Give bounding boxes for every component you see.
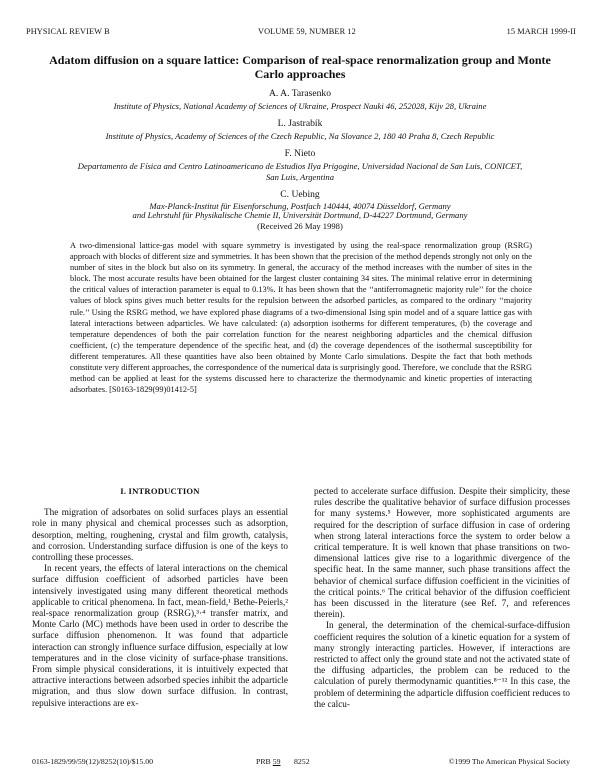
abstract: A two-dimensional lattice-gas model with square symmetry is investigated by using the real-space renormalization group (RSRG) approach with blocks of different size and symmetries. It has been shown that the precision of the method depends strongly not only on the number of sites in the block but also on its symmetry. In general, the accuracy of the method increases with the number of sites in the block. The most accurate results have been obtained for the largest cluster containing 34 sites. The minimal relative error in determining the critical values of interaction parameter is equal to 0.13%. It has been shown that the ‘‘antiferromagnetic majority rule’’ for the choice values of block spins gives much better results for the repulsion between the adsorbed particles, as compared to the ordinary ‘‘majority rule.’’ Using the RSRG method, we have explored phase diagrams of a two-dimensional Ising spin model and of a square lattice gas with lateral interactions between adparticles. We have calculated: (a) adsorption isotherms for different temperatures, (b) the coverage and temperature dependences of both the pair correlation function for the nearest neighboring adparticles and the chemical diffusion coefficient, (c) the temperature dependence of the specific heat, and (d) the coverage dependences of the isothermal susceptibility for different temperatures. All these quantities have also been obtained by Monte Carlo simulations. Despite the fact that both methods constitute very different approaches, the correspondence of the numerical data is surprisingly good. Therefore, we conclude that the RSRG method can be applied at least for the systems discussed here to characterize the thermodynamic and kinetic properties of interacting adsorbates. [S0163-1829(99)01412-5] xyxy=(70,241,532,395)
author-affiliation: Institute of Physics, Academy of Sciences of the Czech Republic, Na Slovance 2, 180 40 Praha 8, Czech Republic xyxy=(105,131,495,141)
article-title: Adatom diffusion on a square lattice: Comparison of real-space renormalization group and Monte Carlo approaches xyxy=(49,53,551,81)
paragraph: pected to accelerate surface diffusion. Despite their simplicity, these rules describe the qualitative behavior of surface diffusion processes for many systems.⁵ However, more sophisticated arguments are required for the description of surface diffusion in case of ordering when strong lateral interactions force the system to order below a critical temperature. It is well known that phase transitions on two-dimensional lattices give rise to a logarithmic divergence of the specific heat. In the same manner, such phase transitions affect the behavior of chemical surface diffusion coefficient in the vicinities of the critical points.⁶ The critical behavior of the diffusion coefficient has been discussed in the literature (see Ref. 7, and references therein). xyxy=(314,486,570,620)
left-column xyxy=(32,486,288,709)
volume-number: VOLUME 59, NUMBER 12 xyxy=(258,27,356,36)
author-affiliation: Max-Planck-Institut für Eisenforschung, Postfach 140444, 40074 Düsseldorf, Germany xyxy=(149,201,451,211)
body-columns xyxy=(32,486,570,748)
copyright: ©1999 The American Physical Society xyxy=(448,757,570,766)
author-name: A. A. Tarasenko xyxy=(268,88,332,99)
author-name: L. Jastrabík xyxy=(277,118,323,129)
paragraph: In general, the determination of the chemical-surface-diffusion coefficient requires the solution of a kinetic equation for a system of many strongly interacting particles. However, if interactions are restricted to affect only the ground state and not the activated state of the diffusing adparticles, the problem can be reduced to the calculation of purely thermodynamic quantities.⁸⁻¹² In this case, the problem of determining the adparticle diffusion coefficient reduces to the calcu- xyxy=(314,620,570,709)
section-heading: I. INTRODUCTION xyxy=(120,486,200,496)
received-date: (Received 26 May 1998) xyxy=(257,221,343,231)
journal-volume xyxy=(256,757,281,766)
author-name: C. Uebing xyxy=(280,189,320,200)
journal-abbrev: PRB xyxy=(256,757,271,766)
article-code: 0163-1829/99/59(12)/8252(10)/$15.00 xyxy=(32,757,154,766)
author-affiliation: Departamento de Física and Centro Latinoamericano de Estudios Ilya Prigogine, Universidad Nacional de San Luis, CONICET, xyxy=(77,161,523,171)
journal-name: PHYSICAL REVIEW B xyxy=(26,27,110,36)
author-affiliation: Institute of Physics, National Academy of Sciences of Ukraine, Prospect Nauki 46, 252028, Kijv 28, Ukraine xyxy=(113,101,487,111)
volume-link[interactable]: 59 xyxy=(272,757,281,766)
author-affiliation: San Luis, Argentina xyxy=(265,172,335,182)
paragraph: In recent years, the effects of lateral interactions on the chemical surface diffusion coefficient of adsorbed particles have been intensively investigated using many different theoretical methods applicable to critical phenomena. In fact, mean-field,¹ Bethe-Peierls,² real-space renormalization group (RSRG),³·⁴ transfer matrix, and Monte Carlo (MC) methods have been used in order to describe the surface diffusion phenomenon. It was found that adparticle interaction can strongly influence surface diffusion, especially at low temperatures and in the close vicinity of surface-phase transitions. From simple physical considerations, it is intuitively expected that attractive interactions between adsorbed species inhibit the adparticle migration, and thus slow down surface diffusion. In contrast, repulsive interactions are ex- xyxy=(32,563,288,708)
page-number: 8252 xyxy=(294,757,310,766)
paragraph: The migration of adsorbates on solid surfaces plays an essential role in many physical and chemical processes such as adsorption, desorption, melting, roughening, crystal and film growth, catalysis, and corrosion. Understanding surface diffusion is one of the keys to controlling these processes. xyxy=(32,507,288,563)
right-column xyxy=(314,486,570,710)
author-affiliation: and Lehrstuhl für Physikalische Chemie II, Universität Dortmund, D-44227 Dortmund, Germany xyxy=(132,210,468,220)
issue-date: 15 MARCH 1999-II xyxy=(506,27,576,36)
author-name: F. Nieto xyxy=(284,148,316,159)
